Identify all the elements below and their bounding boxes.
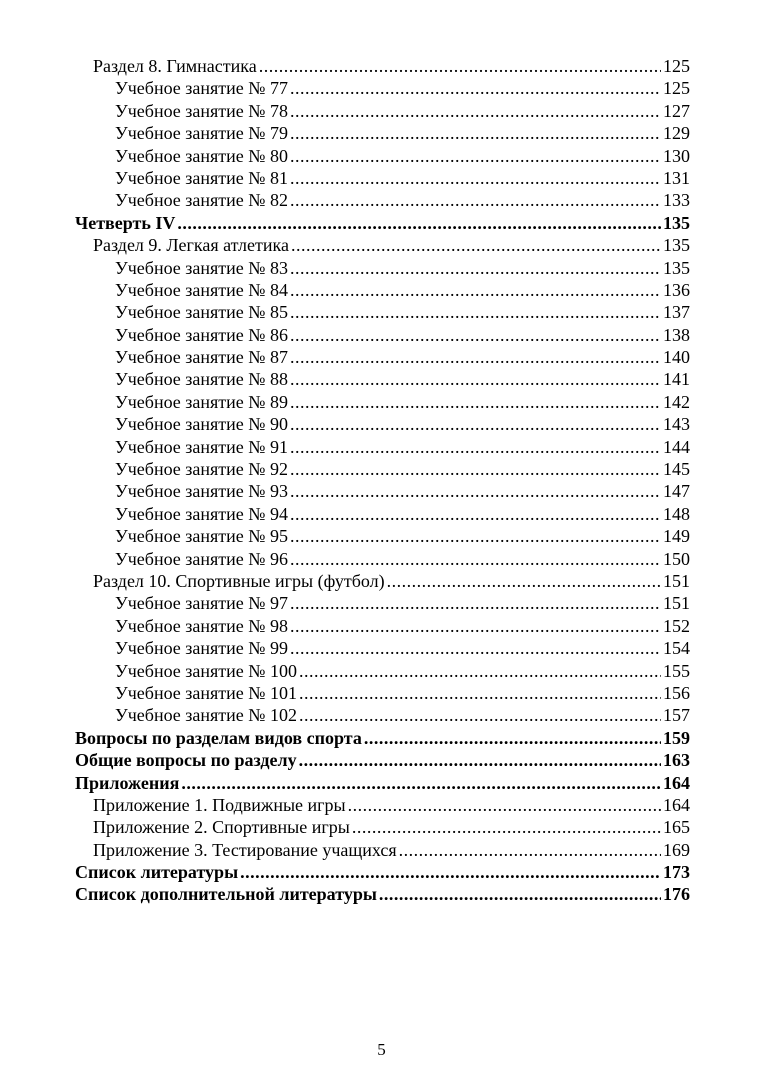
toc-entry-page: 125	[663, 56, 690, 76]
toc-entry-title: Учебное занятие № 90	[115, 414, 288, 435]
toc-leader-dots	[290, 637, 661, 659]
toc-entry-title: Приложение 1. Подвижные игры	[93, 794, 346, 815]
toc-leader-dots	[290, 391, 661, 413]
toc-entry-page: 164	[663, 772, 690, 793]
toc-entry	[75, 279, 690, 301]
toc-entry	[75, 794, 690, 816]
toc-entry-title: Учебное занятие № 82	[115, 190, 288, 211]
toc-entry-page: 143	[663, 414, 690, 435]
toc-entry-page: 133	[663, 190, 690, 211]
toc-entry-title: Учебное занятие № 77	[115, 78, 288, 99]
toc-leader-dots	[290, 548, 661, 570]
toc-leader-dots	[290, 100, 661, 122]
toc-entry-page: 127	[663, 100, 690, 121]
toc-entry	[75, 592, 690, 614]
toc-entry-page: 135	[663, 212, 690, 233]
toc-entry-title: Учебное занятие № 89	[115, 391, 288, 412]
toc-entry-title: Учебное занятие № 81	[115, 167, 288, 188]
toc-leader-dots	[240, 861, 661, 883]
toc-entry	[75, 615, 690, 637]
toc-entry	[75, 704, 690, 726]
toc-leader-dots	[290, 77, 661, 99]
toc-leader-dots	[379, 883, 661, 905]
toc-entry-title: Вопросы по разделам видов спорта	[75, 727, 362, 748]
toc-entry-title: Раздел 9. Легкая атлетика	[93, 235, 289, 256]
toc-entry	[75, 324, 690, 346]
toc-entry	[75, 100, 690, 122]
toc-leader-dots	[290, 503, 661, 525]
toc-entry	[75, 436, 690, 458]
toc-entry-page: 169	[663, 839, 690, 860]
toc-leader-dots	[399, 839, 661, 861]
toc-entry	[75, 77, 690, 99]
toc-entry-page: 176	[663, 884, 690, 905]
toc-entry-title: Учебное занятие № 80	[115, 145, 288, 166]
toc-leader-dots	[259, 55, 661, 77]
toc-entry	[75, 257, 690, 279]
toc-entry-title: Учебное занятие № 86	[115, 324, 288, 345]
toc-entry	[75, 570, 690, 592]
toc-entry-page: 130	[663, 145, 690, 166]
toc-entry	[75, 122, 690, 144]
toc-leader-dots	[364, 727, 661, 749]
toc-entry-page: 144	[663, 436, 690, 457]
toc-entry-title: Учебное занятие № 94	[115, 503, 288, 524]
toc-entry-page: 137	[663, 302, 690, 323]
toc-entry-page: 125	[663, 78, 690, 99]
toc-entry	[75, 839, 690, 861]
toc-entry-page: 138	[663, 324, 690, 345]
toc-entry	[75, 301, 690, 323]
toc-entry	[75, 145, 690, 167]
toc-entry-title: Учебное занятие № 95	[115, 526, 288, 547]
toc-entry	[75, 883, 690, 905]
toc-entry-title: Учебное занятие № 99	[115, 638, 288, 659]
toc-entry-page: 129	[663, 123, 690, 144]
toc-entry	[75, 167, 690, 189]
toc-entry	[75, 458, 690, 480]
toc-entry	[75, 682, 690, 704]
toc-entry-page: 157	[663, 705, 690, 726]
toc-entry	[75, 749, 690, 771]
toc-leader-dots	[290, 189, 661, 211]
toc-entry-title: Список дополнительной литературы	[75, 884, 377, 905]
toc-leader-dots	[181, 772, 661, 794]
toc-entry-title: Учебное занятие № 100	[115, 660, 297, 681]
toc-entry-page: 141	[663, 369, 690, 390]
toc-entry-page: 163	[663, 750, 690, 771]
toc-entry	[75, 861, 690, 883]
toc-entry	[75, 525, 690, 547]
toc-entry	[75, 727, 690, 749]
toc-leader-dots	[290, 346, 661, 368]
toc-leader-dots	[290, 167, 661, 189]
toc-leader-dots	[299, 704, 661, 726]
toc-entry-title: Учебное занятие № 92	[115, 459, 288, 480]
toc-entry-title: Учебное занятие № 84	[115, 279, 288, 300]
toc-entry	[75, 346, 690, 368]
toc-leader-dots	[290, 525, 661, 547]
toc-entry-title: Учебное занятие № 98	[115, 615, 288, 636]
toc-entry	[75, 503, 690, 525]
toc-entry-page: 135	[663, 235, 690, 256]
toc-entry-title: Учебное занятие № 91	[115, 436, 288, 457]
toc-entry-page: 173	[663, 862, 690, 883]
toc-entry-page: 136	[663, 279, 690, 300]
toc-entry-title: Приложение 3. Тестирование учащихся	[93, 839, 397, 860]
toc-entry-page: 140	[663, 347, 690, 368]
toc-leader-dots	[290, 145, 661, 167]
toc-entry	[75, 189, 690, 211]
toc-entry-page: 131	[663, 167, 690, 188]
toc-entry-title: Раздел 10. Спортивные игры (футбол)	[93, 570, 385, 591]
toc-entry-page: 149	[663, 526, 690, 547]
toc-entry	[75, 212, 690, 234]
toc-entry-title: Четверть IV	[75, 212, 176, 233]
toc-entry	[75, 368, 690, 390]
toc-entry-title: Учебное занятие № 83	[115, 257, 288, 278]
toc-leader-dots	[290, 436, 661, 458]
toc-entry	[75, 413, 690, 435]
toc-leader-dots	[290, 257, 661, 279]
toc-leader-dots	[299, 749, 661, 771]
toc-entry-page: 152	[663, 615, 690, 636]
toc-entry-title: Учебное занятие № 79	[115, 123, 288, 144]
toc-leader-dots	[291, 234, 661, 256]
toc-entry-page: 135	[663, 257, 690, 278]
toc-entry-page: 151	[663, 570, 690, 591]
toc-entry	[75, 234, 690, 256]
toc-entry-title: Учебное занятие № 88	[115, 369, 288, 390]
toc-entry-page: 147	[663, 481, 690, 502]
toc-leader-dots	[290, 368, 661, 390]
toc-leader-dots	[352, 816, 661, 838]
toc-leader-dots	[290, 615, 661, 637]
toc-entry	[75, 772, 690, 794]
toc-entry-title: Приложения	[75, 772, 180, 793]
toc-entry-title: Раздел 8. Гимнастика	[93, 56, 257, 76]
toc-leader-dots	[290, 324, 661, 346]
toc-entry-page: 159	[663, 727, 690, 748]
toc-entry-page: 156	[663, 682, 690, 703]
toc-entry-page: 165	[663, 817, 690, 838]
toc-entry-title: Учебное занятие № 96	[115, 548, 288, 569]
toc-entry-page: 164	[663, 794, 690, 815]
toc-entry	[75, 480, 690, 502]
toc-entry-title: Учебное занятие № 87	[115, 347, 288, 368]
toc-entry-title: Учебное занятие № 101	[115, 682, 297, 703]
toc-leader-dots	[290, 480, 661, 502]
toc-entry	[75, 55, 690, 77]
toc-entry-title: Учебное занятие № 97	[115, 593, 288, 614]
toc-leader-dots	[290, 458, 661, 480]
toc-entry	[75, 660, 690, 682]
toc-leader-dots	[290, 413, 661, 435]
toc-entry	[75, 637, 690, 659]
toc-leader-dots	[348, 794, 661, 816]
table-of-contents	[75, 55, 690, 906]
toc-entry-page: 151	[663, 593, 690, 614]
toc-entry	[75, 548, 690, 570]
toc-leader-dots	[299, 660, 661, 682]
toc-entry-title: Список литературы	[75, 862, 239, 883]
toc-leader-dots	[290, 279, 661, 301]
toc-entry-page: 148	[663, 503, 690, 524]
toc-leader-dots	[387, 570, 661, 592]
toc-leader-dots	[290, 592, 661, 614]
toc-entry-page: 150	[663, 548, 690, 569]
toc-entry-page: 154	[663, 638, 690, 659]
toc-entry-page: 155	[663, 660, 690, 681]
toc-entry-page: 142	[663, 391, 690, 412]
toc-leader-dots	[290, 301, 661, 323]
toc-entry-title: Приложение 2. Спортивные игры	[93, 817, 350, 838]
toc-entry-title: Учебное занятие № 93	[115, 481, 288, 502]
toc-entry-title: Учебное занятие № 78	[115, 100, 288, 121]
toc-entry-page: 145	[663, 459, 690, 480]
toc-leader-dots	[299, 682, 661, 704]
toc-entry	[75, 391, 690, 413]
page-number: 5	[377, 1040, 386, 1059]
toc-entry-title: Учебное занятие № 102	[115, 705, 297, 726]
toc-leader-dots	[290, 122, 661, 144]
toc-entry-title: Общие вопросы по разделу	[75, 750, 297, 771]
toc-entry-title: Учебное занятие № 85	[115, 302, 288, 323]
toc-entry	[75, 816, 690, 838]
toc-leader-dots	[177, 212, 661, 234]
